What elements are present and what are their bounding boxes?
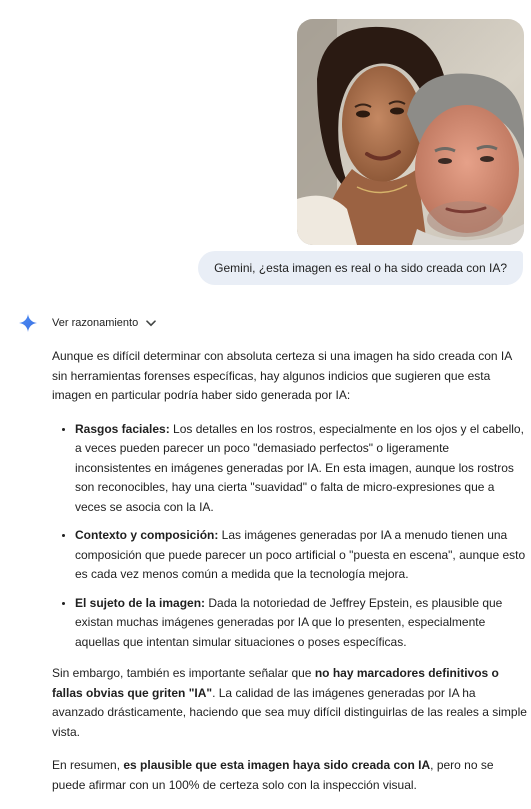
list-item xyxy=(75,420,528,518)
list-item-title: Contexto y composición: xyxy=(75,528,219,542)
show-reasoning-toggle[interactable] xyxy=(52,317,156,329)
assistant-response xyxy=(52,347,528,809)
user-message-bubble: Gemini, ¿esta imagen es real o ha sido creada con IA? xyxy=(198,251,523,285)
caveat-text-start: Sin embargo, también es importante señalar que xyxy=(52,666,315,680)
uploaded-photo[interactable] xyxy=(297,19,524,245)
intro-paragraph: Aunque es difícil determinar con absoluta certeza si una imagen ha sido creada con IA sin herramientas forenses específicas, hay algunos indicios que sugieren que esta imagen en particular podría haber sido generada por IA: xyxy=(52,349,512,402)
list-item-title: Rasgos faciales: xyxy=(75,421,170,436)
summary-text-bold: es plausible que esta imagen haya sido creada con IA xyxy=(123,758,431,772)
summary-paragraph xyxy=(52,756,528,795)
caveat-text-bold: no hay marcadores definitivos o fallas obvias que griten "IA" xyxy=(52,666,499,700)
gemini-spark-icon xyxy=(19,314,37,332)
list-item-text: Las imágenes generadas por IA a menudo tienen una composición que puede parecer un poco artificial o "puesta en escena", aunque esto es cada vez menos común a medida que la tecnología mejora. xyxy=(75,528,526,581)
list-item xyxy=(75,594,528,653)
list-item-text: Los detalles en los rostros, especialmente en los ojos y el cabello, a veces pueden parecer un poco "demasiado perfectos" o ligeramente inconsistentes en imágenes generadas por IA. En esta imagen, aunque los rostros son reconocibles, hay una cierta "suavidad" o falta de micro-expresiones que a veces se asocia con la IA. xyxy=(75,421,524,514)
summary-text-start: En resumen, xyxy=(52,758,124,772)
caveat-text-end: . La calidad de las imágenes generadas por IA ha avanzado drásticamente, haciendo que sea muy difícil distinguirlas de las reales a simple vista. xyxy=(52,685,527,739)
caveat-paragraph xyxy=(52,664,528,742)
selfie-image xyxy=(297,19,524,245)
list-item-title: El sujeto de la imagen: xyxy=(75,595,206,610)
list-item xyxy=(75,526,528,585)
chevron-down-icon xyxy=(146,320,156,327)
summary-text-end: , pero no se puede afirmar con un 100% de certeza solo con la inspección visual. xyxy=(52,758,494,792)
indicator-list xyxy=(52,420,528,653)
reasoning-toggle-label: Ver razonamiento xyxy=(52,317,139,329)
list-item-text: Dada la notoriedad de Jeffrey Epstein, es plausible que existan muchas imágenes generadas por IA que lo presenten, especialmente aquellas que intentan simular situaciones o poses específicas. xyxy=(75,595,503,649)
